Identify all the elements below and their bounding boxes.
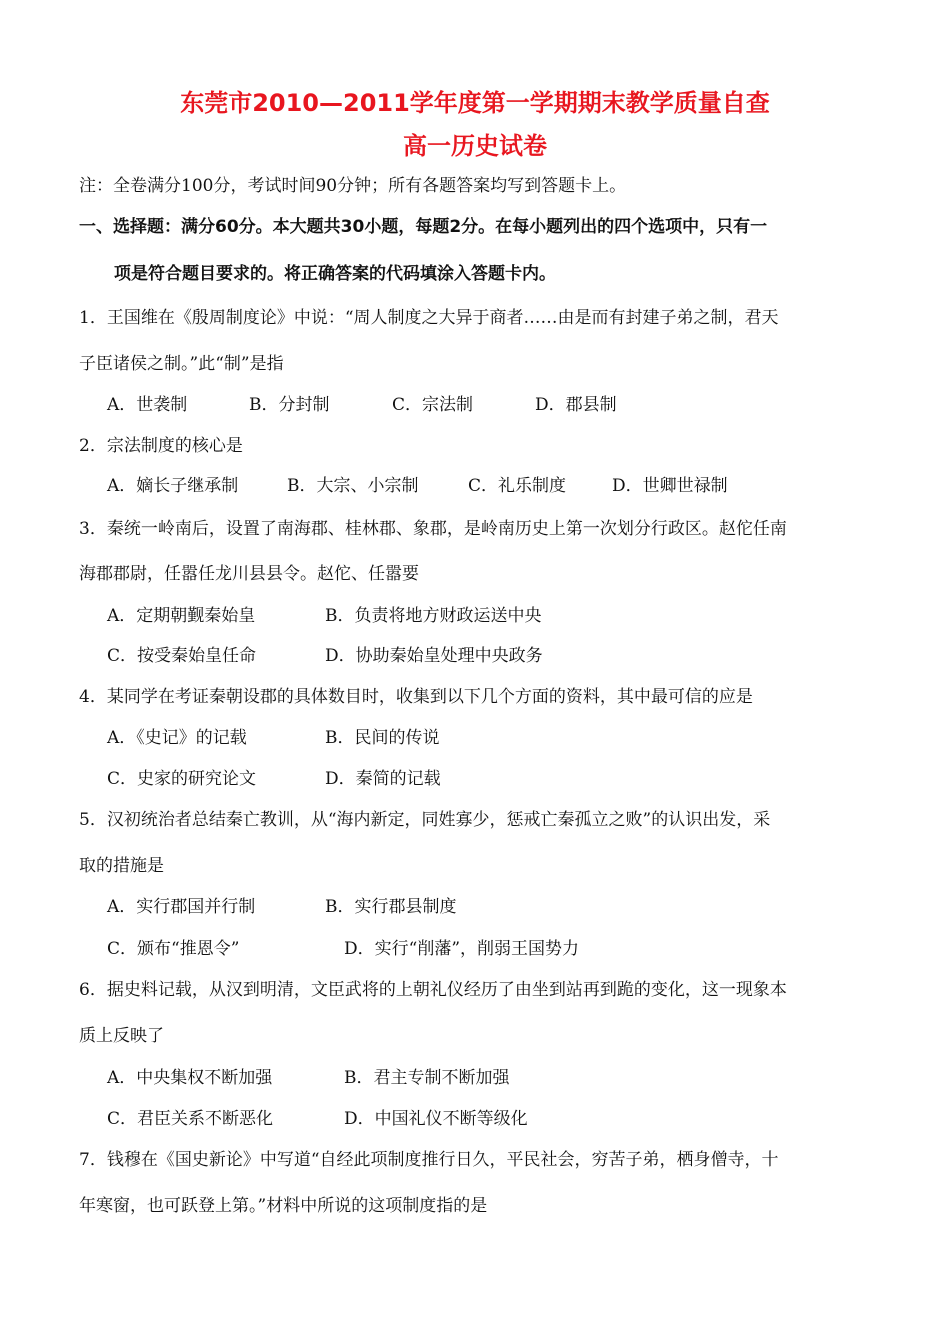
option-c: C．礼乐制度 xyxy=(468,476,567,496)
option-a: A．定期朝觐秦始皇 xyxy=(107,606,256,626)
question-6-stem-cont: 质上反映了 xyxy=(79,1026,164,1046)
question-1-stem: 1．王国维在《殷周制度论》中说：“周人制度之大异于商者……由是而有封建子弟之制，君天 xyxy=(79,308,779,328)
section-heading: 一、选择题：满分60分。本大题共30小题，每题2分。在每小题列出的四个选项中，只有一 xyxy=(79,217,768,237)
option-a: A．《史记》的记载 xyxy=(107,728,247,748)
exam-title: 东莞市2010—2011学年度第一学期期末教学质量自查 xyxy=(180,89,770,117)
option-a: A．实行郡国并行制 xyxy=(107,897,256,917)
option-d: D．中国礼仪不断等级化 xyxy=(344,1109,528,1129)
question-1-stem-cont: 子臣诸侯之制。”此“制”是指 xyxy=(79,354,284,374)
option-d: D．郡县制 xyxy=(535,395,617,415)
question-7-stem: 7．钱穆在《国史新论》中写道“自经此项制度推行日久，平民社会，穷苦子弟，栖身僧寺，十 xyxy=(79,1150,779,1170)
option-b: B．民间的传说 xyxy=(325,728,440,748)
exam-note: 注：全卷满分100分，考试时间90分钟；所有各题答案均写到答题卡上。 xyxy=(79,176,627,196)
option-c: C．宗法制 xyxy=(392,395,474,415)
question-5-stem-cont: 取的措施是 xyxy=(79,856,164,876)
question-4-stem: 4．某同学在考证秦朝设郡的具体数目时，收集到以下几个方面的资料，其中最可信的应是 xyxy=(79,687,753,707)
option-b: B．负责将地方财政运送中央 xyxy=(325,606,542,626)
option-d: D．世卿世禄制 xyxy=(612,476,728,496)
section-heading-continued: 项是符合题目要求的。将正确答案的代码填涂入答题卡内。 xyxy=(114,264,556,284)
option-b: B．分封制 xyxy=(249,395,330,415)
option-b: B．大宗、小宗制 xyxy=(287,476,419,496)
question-3-stem: 3．秦统一岭南后，设置了南海郡、桂林郡、象郡，是岭南历史上第一次划分行政区。赵佗任南 xyxy=(79,519,787,539)
option-a: A．世袭制 xyxy=(107,395,188,415)
option-b: B．实行郡县制度 xyxy=(325,897,457,917)
option-d: D．秦简的记载 xyxy=(325,769,441,789)
option-c: C．史家的研究论文 xyxy=(107,769,257,789)
question-7-stem-cont: 年寒窗，也可跃登上第。”材料中所说的这项制度指的是 xyxy=(79,1196,488,1216)
question-2-stem: 2．宗法制度的核心是 xyxy=(79,436,243,456)
option-d: D．协助秦始皇处理中央政务 xyxy=(325,646,543,666)
question-5-stem: 5．汉初统治者总结秦亡教训，从“海内新定，同姓寡少，惩戒亡秦孤立之败”的认识出发，采 xyxy=(79,810,771,830)
option-c: C．按受秦始皇任命 xyxy=(107,646,257,666)
question-6-stem: 6．据史料记载，从汉到明清，文臣武将的上朝礼仪经历了由坐到站再到跪的变化，这一现象本 xyxy=(79,980,787,1000)
option-a: A．中央集权不断加强 xyxy=(107,1068,273,1088)
option-a: A．嫡长子继承制 xyxy=(107,476,239,496)
question-3-stem-cont: 海郡郡尉，任嚣任龙川县县令。赵佗、任嚣要 xyxy=(79,564,419,584)
exam-subtitle: 高一历史试卷 xyxy=(403,132,547,160)
option-b: B．君主专制不断加强 xyxy=(344,1068,510,1088)
option-d: D．实行“削藩”，削弱王国势力 xyxy=(344,939,580,959)
option-c: C．颁布“推恩令” xyxy=(107,939,240,959)
option-c: C．君臣关系不断恶化 xyxy=(107,1109,274,1129)
